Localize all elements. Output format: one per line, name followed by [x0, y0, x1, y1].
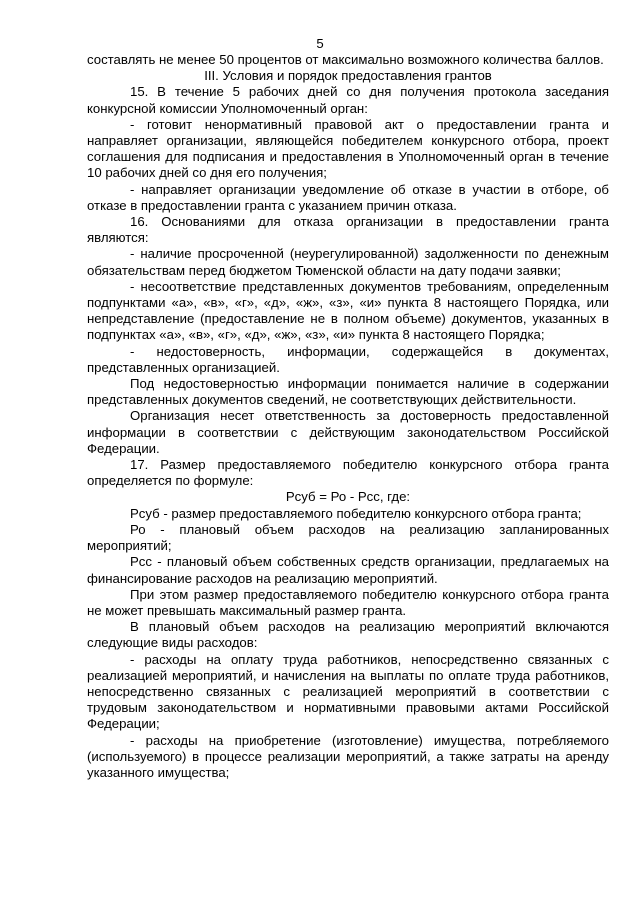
list-item: - наличие просроченной (неурегулированной) задолженности по денежным обязательствам перед бюджетом Тюменской области на дату подачи заявки; [87, 246, 609, 278]
paragraph: При этом размер предоставляемого победителю конкурсного отбора гранта не может превышать максимальный размер гранта. [87, 586, 609, 618]
formula-definition: Рсс - плановый объем собственных средств организации, предлагаемых на финансирование расходов на реализацию мероприятий. [87, 554, 609, 586]
paragraph: 15. В течение 5 рабочих дней со дня получения протокола заседания конкурсной комиссии Уполномоченный орган: [87, 84, 609, 116]
paragraph: Под недостоверностью информации понимается наличие в содержании представленных документов сведений, не соответствующих действительности. [87, 376, 609, 408]
document-body [87, 52, 609, 781]
paragraph: составлять не менее 50 процентов от максимально возможного количества баллов. [87, 52, 604, 67]
formula-definition: Рсуб - размер предоставляемого победителю конкурсного отбора гранта; [130, 505, 582, 521]
page-number: 5 [316, 36, 324, 51]
section-heading: III. Условия и порядок предоставления грантов [204, 68, 492, 84]
formula-definition: Ро - плановый объем расходов на реализацию запланированных мероприятий; [87, 521, 609, 554]
paragraph: Организация несет ответственность за достоверность предоставленной информации в соответствии с действующим законодательством Российской Федерации. [87, 408, 609, 456]
list-item: - недостоверность, информации, содержащейся в документах, представленных организацией. [87, 343, 609, 375]
list-item: - направляет организации уведомление об отказе в участии в отборе, об отказе в предоставлении гранта с указанием причин отказа. [87, 181, 609, 213]
formula: Рсуб = Ро - Рсс, где: [285, 489, 411, 505]
paragraph: В плановый объем расходов на реализацию мероприятий включаются следующие виды расходов: [87, 619, 609, 651]
paragraph: 16. Основаниями для отказа организации в предоставлении гранта являются: [87, 214, 609, 246]
paragraph: 17. Размер предоставляемого победителю конкурсного отбора гранта определяется по формуле: [87, 457, 609, 489]
list-item: - несоответствие представленных документов требованиям, определенным подпунктами «а», «в», «г», «д», «ж», «з», «и» пункта 8 настоящего Порядка, или непредставление (предоставление не в полном объеме) документов, указанных в подпунктах «а», «в», «г», «д», «ж», «з», «и» пункта 8 настоящего Порядка; [87, 278, 609, 343]
list-item: - расходы на оплату труда работников, непосредственно связанных с реализацией мероприятий, и начисления на выплаты по оплате труда работников, непосредственно связанных с реализацией мероприятий в соответствии с трудовым законодательством и нормативными правовыми актами Российской Федерации; [87, 651, 609, 732]
list-item: - готовит ненормативный правовой акт о предоставлении гранта и направляет организации, являющейся победителем конкурсного отбора, проект соглашения для подписания и предоставления в Уполномоченный орган в течение 10 рабочих дней со дня его получения; [87, 116, 609, 181]
list-item: - расходы на приобретение (изготовление) имущества, потребляемого (используемого) в процессе реализации мероприятий, а также затраты на аренду указанного имущества; [87, 732, 609, 780]
